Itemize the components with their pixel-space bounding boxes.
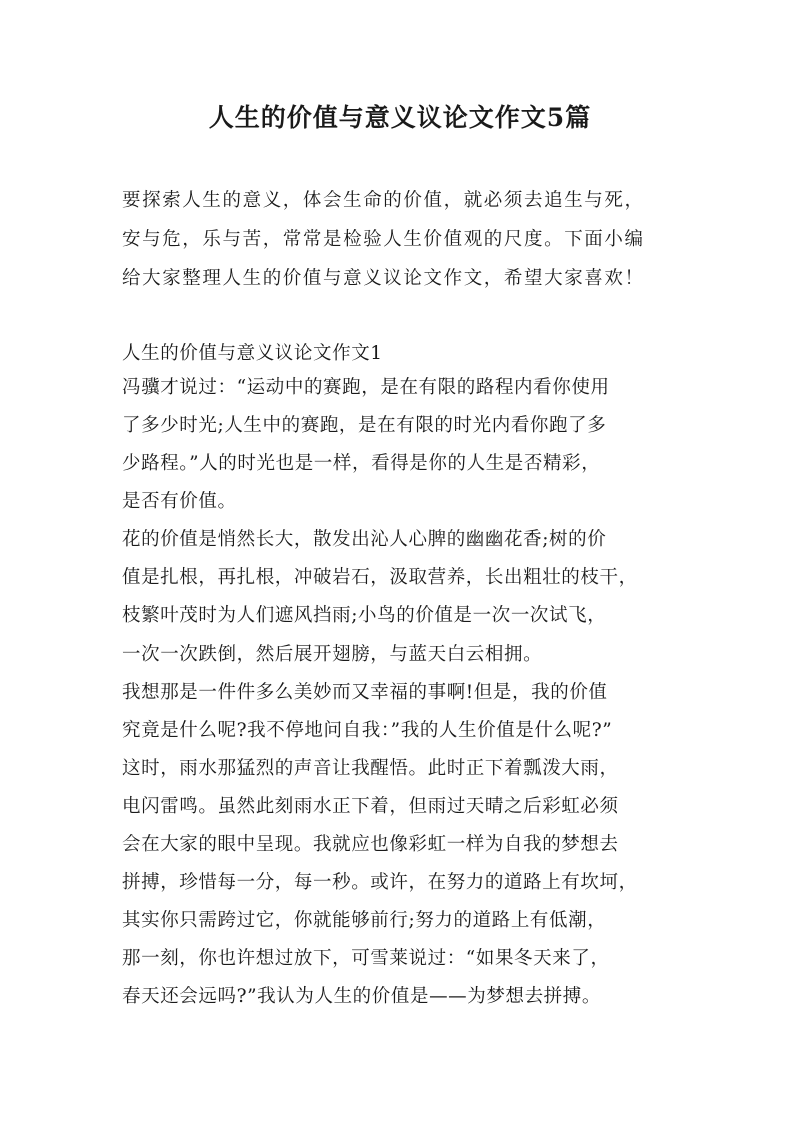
body-line: 春天还会远吗?”我认为人生的价值是——为梦想去拼搏。 <box>122 986 601 1007</box>
body-line: 是否有价值。 <box>122 491 237 512</box>
body-line: 我想那是一件件多么美妙而又幸福的事啊!但是，我的价值 <box>122 682 608 703</box>
body-line: 值是扎根，再扎根，冲破岩石，汲取营养，长出粗壮的枝干， <box>122 567 638 588</box>
body-line: 枝繁叶茂时为人们遮风挡雨;小鸟的价值是一次一次试飞， <box>122 605 607 626</box>
body-line: 冯骥才说过：“运动中的赛跑，是在有限的路程内看你使用 <box>122 377 610 398</box>
body-line: 少路程。”人的时光也是一样，看得是你的人生是否精彩， <box>122 453 601 474</box>
body-line: 会在大家的眼中呈现。我就应也像彩虹一样为自我的梦想去 <box>122 834 619 855</box>
body-line: 拼搏，珍惜每一分，每一秒。或许，在努力的道路上有坎坷， <box>122 872 638 893</box>
body-line: 究竟是什么呢?我不停地问自我：”我的人生价值是什么呢?” <box>122 720 613 741</box>
body-line: 那一刻，你也许想过放下，可雪莱说过：“如果冬天来了， <box>122 948 610 969</box>
intro-line: 要探索人生的意义，体会生命的价值，就必须去追生与死， <box>122 190 645 211</box>
section-heading: 人生的价值与意义议论文作文1 <box>122 343 383 364</box>
intro-line: 给大家整理人生的价值与意义议论文作文，希望大家喜欢！ <box>122 268 645 289</box>
document-title: 人生的价值与意义议论文作文5篇 <box>208 103 592 132</box>
body-line: 一次一次跌倒，然后展开翅膀，与蓝天白云相拥。 <box>122 644 543 665</box>
body-line: 了多少时光;人生中的赛跑，是在有限的时光内看你跑了多 <box>122 415 607 436</box>
intro-line: 安与危，乐与苦，常常是检验人生价值观的尺度。下面小编 <box>122 229 645 250</box>
body-line: 其实你只需跨过它，你就能够前行;努力的道路上有低潮， <box>122 910 607 931</box>
body-line: 花的价值是悄然长大，散发出沁人心脾的幽幽花香;树的价 <box>122 529 607 550</box>
body-line: 电闪雷鸣。虽然此刻雨水正下着，但雨过天晴之后彩虹必须 <box>122 796 619 817</box>
body-line: 这时，雨水那猛烈的声音让我醒悟。此时正下着瓢泼大雨， <box>122 758 619 779</box>
